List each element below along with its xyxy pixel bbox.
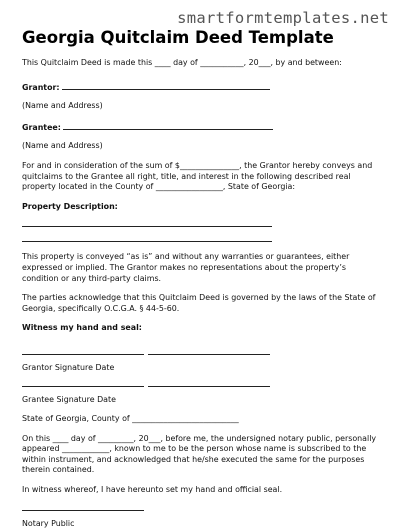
property-line-2 [22,241,272,242]
deed-body [22,58,382,529]
grantor-date-line [148,354,270,355]
grantor-line [22,81,382,94]
grantor-label: Grantor: [22,82,60,92]
grantor-sub: (Name and Address) [22,101,103,111]
property-heading: Property Description: [22,201,118,211]
grantee-sub: (Name and Address) [22,141,103,151]
intro-paragraph: This Quitclaim Deed is made this ____ day of ___________, 20___, by and between: [22,58,342,67]
property-line-1 [22,226,272,227]
grantor-signature-line [22,354,144,355]
grantee-signature-line [22,386,144,387]
grantor-signature-lines [22,354,382,355]
grantee-signature-lines [22,386,382,387]
notary-signature-line [22,510,144,511]
governing-law-paragraph: The parties acknowledge that this Quitclaim Deed is governed by the laws of the State of Georgia, specifically O.C.G.A. § 44-5-60. [22,293,376,313]
grantor-signature-label: Grantor Signature Date [22,362,115,372]
grantee-label: Grantee: [22,122,61,132]
grantee-date-line [148,386,270,387]
state-county-line: State of Georgia, County of ___________________________ [22,414,239,424]
as-is-paragraph: This property is conveyed “as is” and without any warranties or guarantees, either expressed or implied. The Grantor makes no representations about the property’s condition or any third-party claims. [22,252,350,283]
consideration-paragraph: For and in consideration of the sum of $_______________, the Grantor hereby conveys and quitclaims to the Grantee all right, title, and interest in the following described real property located in the County of _________________, State of Georgia: [22,160,373,192]
witness-whereof: In witness whereof, I have hereunto set my hand and official seal. [22,485,283,495]
notary-public-label: Notary Public [22,518,75,528]
grantee-blank [63,121,273,130]
grantee-line [22,121,382,134]
site-watermark: smartformtemplates.net [177,9,389,27]
notary-paragraph: On this ____ day of _________, 20___, before me, the undersigned notary public, personally appeared ____________, known to me to be the person whose name is subscribed to the within instrument, and acknowledged that he/she executed the same for the purposes therein contained. [22,433,377,475]
grantee-signature-label: Grantee Signature Date [22,394,116,404]
page-title: Georgia Quitclaim Deed Template [22,28,334,47]
witness-heading: Witness my hand and seal: [22,323,142,333]
grantor-blank [62,81,270,90]
